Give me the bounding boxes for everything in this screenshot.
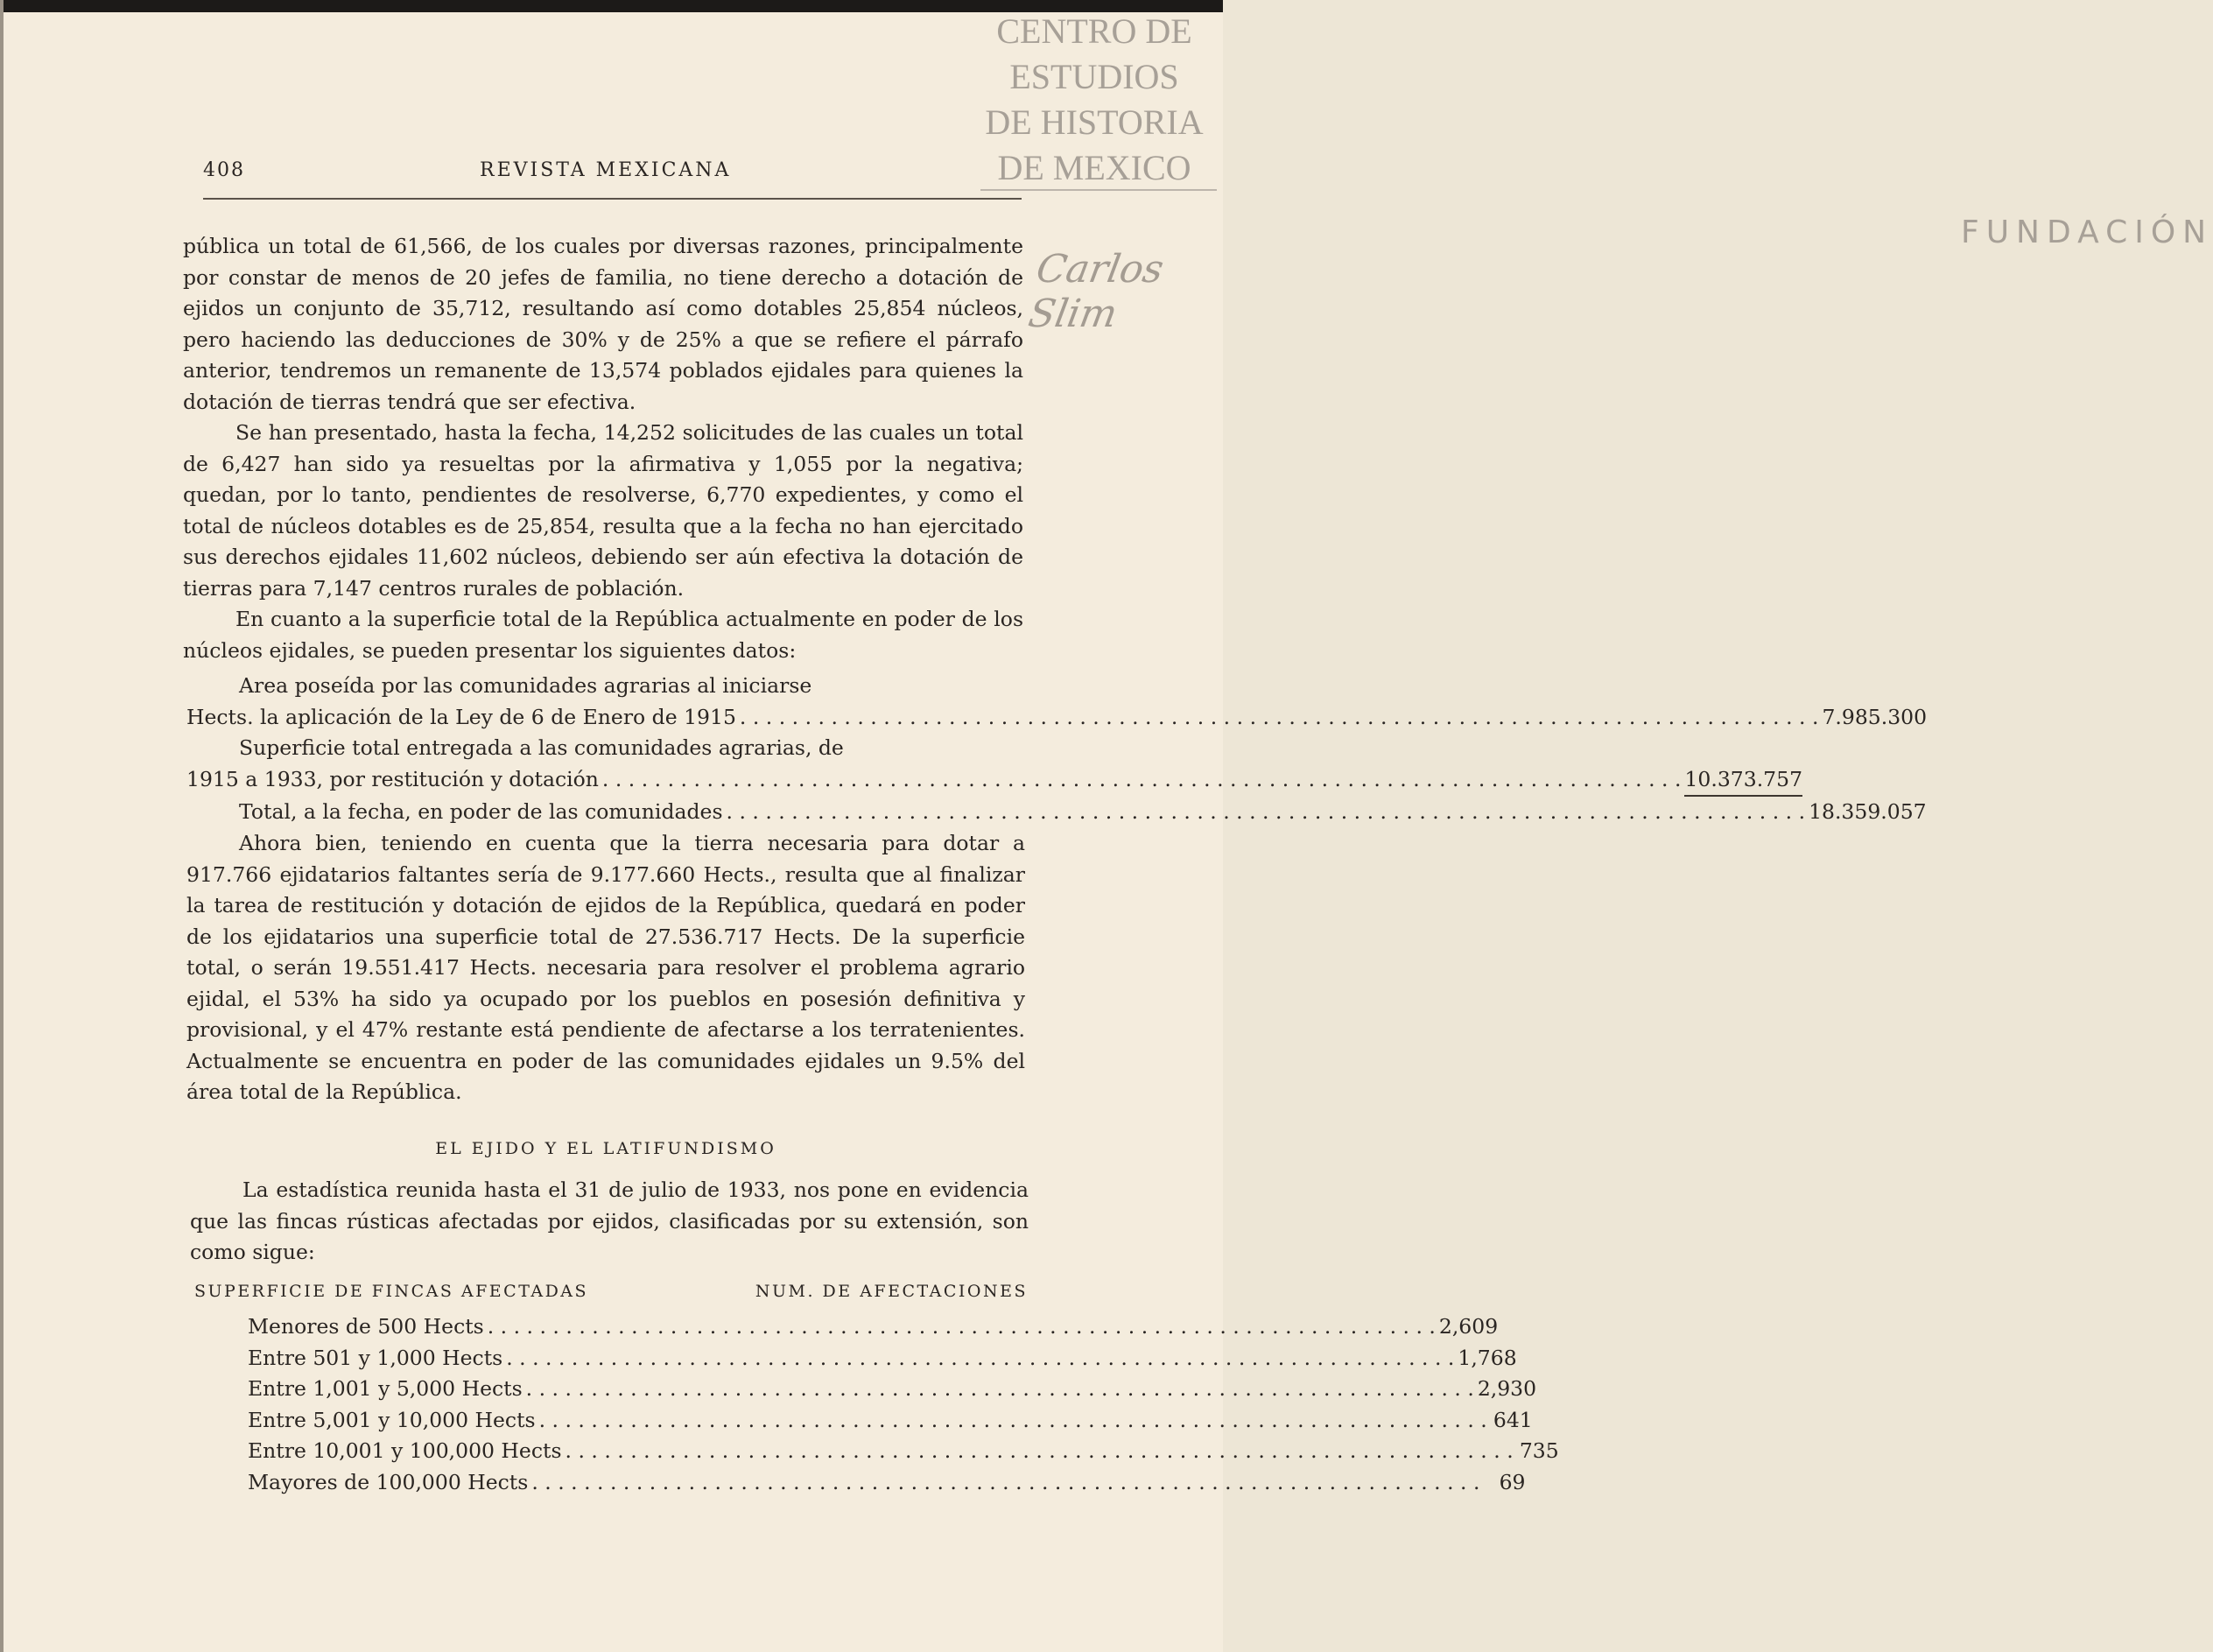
ledger-entry-label: 1915 a 1933, por restitución y dotación — [186, 766, 599, 791]
ledger-entry-value: 10.373.757 — [1684, 764, 1802, 798]
row-value: 69 — [1499, 1469, 1526, 1494]
ledger-entry-value: 7.985.300 — [1822, 704, 1928, 729]
row-label: Entre 5,001 y 10,000 Hects — [248, 1407, 536, 1432]
watermark-line: CENTRO DE — [996, 11, 1192, 51]
body-text-continued — [186, 828, 1025, 1108]
paragraph-2: Se han presentado, hasta la fecha, 14,252 solicitudes de las cuales un total de 6,427 han sido ya resueltas por la afirmativa y 1,055 por la negativa; quedan, por lo tanto, pendientes de resolverse, 6,770 expedientes, y como el total de núcleos dotables es de 25,854, resulta que a la fecha no han ejercitado sus derechos ejidales 11,602 núcleos, debiendo ser aún efectiva la dotación de tierras para 7,147 centros rurales de población. — [183, 420, 1023, 601]
leader-dots — [539, 1405, 1487, 1437]
estates-table — [248, 1311, 1559, 1498]
section-body — [190, 1175, 1029, 1269]
row-label: Entre 10,001 y 100,000 Hects — [248, 1438, 562, 1463]
row-value: 2,609 — [1438, 1314, 1499, 1339]
ledger-entry — [186, 764, 1803, 798]
row-value: 2,930 — [1477, 1376, 1537, 1401]
body-text — [183, 231, 1023, 666]
leader-dots — [526, 1374, 1474, 1405]
page-number: 408 — [203, 159, 245, 181]
watermark-divider — [980, 189, 1217, 191]
row-label: Entre 1,001 y 5,000 Hects — [248, 1376, 523, 1401]
leader-dots — [740, 702, 1819, 734]
paragraph-4: Ahora bien, teniendo en cuenta que la tierra necesaria para dotar a 917.766 ejidatarios faltantes sería de 9.177.660 Hects., resulta que al finalizar la tarea de restitución y dotación de ejidos de la República, quedará en poder de los ejidatarios una superficie total de 27.536.717 Hects. De la superficie total, o serán 19.551.417 Hects. necesaria para resolver el problema agrario ejidal, el 53% ha sido ya ocupado por los pueblos en posesión definitiva y provisional, y el 47% restante está pendiente de afectarse a los terratenientes. Actualmente se encuentra en poder de las comunidades ejidales un 9.5% del área total de la República. — [186, 831, 1025, 1104]
leader-dots — [488, 1311, 1436, 1343]
paragraph-3: En cuanto a la superficie total de la República actualmente en poder de los núcleos ejidales, se pueden presentar los siguientes datos: — [183, 607, 1023, 663]
watermark-foundation: FUNDACIÓN — [1961, 214, 2213, 250]
paragraph-1: pública un total de 61,566, de los cuales por diversas razones, principalmente por constar de menos de 20 jefes de familia, no tiene derecho a dotación de ejidos un conjunto de 35,712, resultando así como dotables 25,854 núcleos, pero haciendo las deducciones de 30% y de 25% a que se refiere el párrafo anterior, tendremos un remanente de 13,574 poblados ejidales para quienes la dotación de tierras tendrá que ser efectiva. — [183, 234, 1023, 414]
table-row — [248, 1343, 1517, 1374]
leader-dots — [566, 1436, 1514, 1467]
ledger-entry — [186, 702, 1928, 734]
row-label: Menores de 500 Hects — [248, 1314, 484, 1339]
ledger-total-label: Total, a la fecha, en poder de las comunidades — [239, 799, 723, 824]
row-value: 641 — [1493, 1407, 1533, 1432]
table-row — [248, 1405, 1533, 1437]
watermark-line: ESTUDIOS — [1009, 57, 1179, 96]
column-header-count: NUM. DE AFECTACIONES — [755, 1282, 1028, 1301]
journal-title: REVISTA MEXICANA — [480, 159, 732, 181]
leader-dots — [727, 797, 1806, 828]
watermark-signature: Carlos Slim — [1025, 247, 1168, 336]
running-header — [203, 159, 1022, 189]
land-area-ledger — [186, 671, 1928, 828]
ledger-total-value: 18.359.057 — [1809, 799, 1927, 824]
table-row — [248, 1467, 1526, 1499]
watermark-line: DE HISTORIA — [985, 102, 1204, 142]
paragraph-5: La estadística reunida hasta el 31 de julio de 1933, nos pone en evidencia que las fincas rústicas afectadas por ejidos, clasificadas por su extensión, son como sigue: — [190, 1177, 1029, 1264]
ledger-entry-head: Superficie total entregada a las comunidades agrarias, de — [239, 735, 844, 760]
column-header-area: SUPERFICIE DE FINCAS AFECTADAS — [194, 1282, 589, 1301]
table-row — [248, 1311, 1499, 1343]
leader-dots — [602, 764, 1682, 796]
ledger-total — [186, 797, 1927, 828]
header-rule — [203, 198, 1022, 200]
row-label: Mayores de 100,000 Hects — [248, 1469, 529, 1494]
ledger-entry-head: Area poseída por las comunidades agrarias al iniciarse — [239, 673, 812, 698]
ledger-entry-label: Hects. la aplicación de la Ley de 6 de Enero de 1915 — [186, 704, 736, 729]
row-value: 1,768 — [1458, 1345, 1517, 1370]
row-label: Entre 501 y 1,000 Hects — [248, 1345, 503, 1370]
watermark-line: DE MEXICO — [997, 148, 1191, 187]
section-heading: EL EJIDO Y EL LATIFUNDISMO — [435, 1139, 776, 1158]
row-value: 735 — [1519, 1438, 1559, 1463]
leader-dots — [531, 1467, 1479, 1499]
table-row — [248, 1436, 1559, 1467]
leader-dots — [506, 1343, 1454, 1374]
table-row — [248, 1374, 1537, 1405]
